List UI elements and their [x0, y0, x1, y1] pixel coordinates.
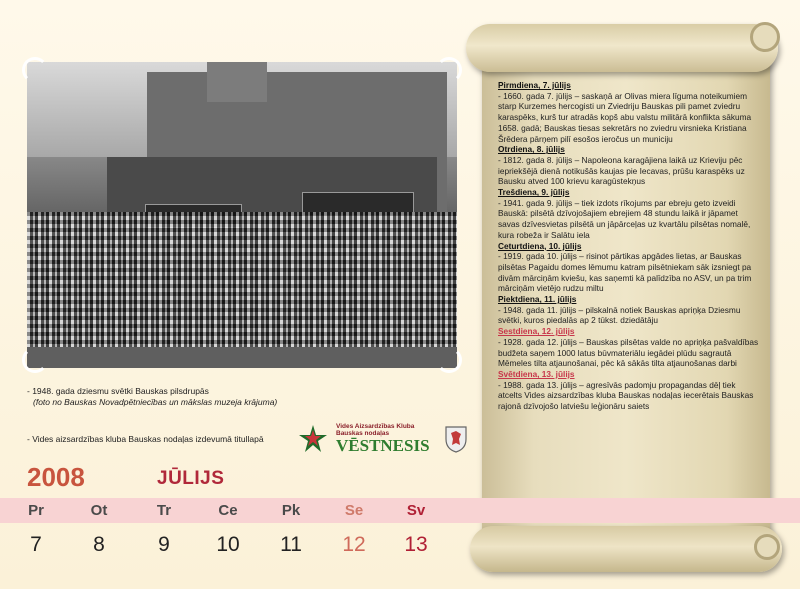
history-entry: [498, 326, 760, 369]
day-number: 7: [30, 533, 42, 556]
entry-text: - 1988. gada 13. jūlijs – agresīvās padomju propagandas dēļ tiek atcelts Vides aizsardzības kluba Bauskas nodaļas iecerētais Bauskas rajonā dzīvojošo latviešu leģionāru saiets: [498, 379, 754, 412]
day-heading: Piektdiena, 11. jūlijs: [498, 294, 577, 305]
photo-corner-ornament: [436, 57, 462, 83]
weekday-label-sunday: Sv: [406, 502, 426, 519]
history-entry: [498, 294, 760, 326]
scroll-top-roll: [466, 24, 778, 72]
weekday-label: Pr: [28, 502, 44, 519]
photo-ground: [27, 347, 457, 368]
weekday-label-saturday: Se: [344, 502, 364, 519]
photo-corner-ornament: [436, 347, 462, 373]
entry-text: - 1948. gada 11. jūlijs – pilskalnā notiek Bauskas apriņķa Dziesmu svētki, kuros piedalās ap 2 tūkst. dziedātāju: [498, 304, 741, 326]
day-number: 10: [216, 533, 240, 556]
scroll-bottom-roll: [470, 526, 782, 572]
history-entry: [498, 369, 760, 412]
day-number: 9: [158, 533, 170, 556]
photo-caption-line2: (foto no Bauskas Novadpētniecības un mākslas muzeja krājuma): [33, 397, 278, 407]
day-number-saturday: 12: [342, 533, 366, 556]
entry-text: - 1941. gada 9. jūlijs – tiek izdots rīkojums par ebreju geto izveidi Bauskā: pilsētā dzīvojošajiem ebrejiem 48 stundu laikā ir jāpamet savas dzīvesvietas pilsētā un jāpārceļas uz kvartālu pilsētas nomalē, kura robeža ir Salātu iela: [498, 197, 751, 240]
history-entry: [498, 144, 760, 187]
entry-text: - 1660. gada 7. jūlijs – saskaņā ar Olivas miera līguma noteikumiem starp Kurzemes hercogisti un Zviedriju Bauskas pili pamet zviedru karaspēks, kurš tur atradās kopš abu valstu militārā konflikta sākuma 1658. gadā; Bauskas tiesas sekretārs no zviedru virsnieka Kristiana Šrēdera pārņem pilī esošos ieročus un municiju: [498, 90, 752, 144]
weekday-label: Ot: [90, 502, 108, 519]
photo-caption: [27, 386, 277, 408]
day-heading: Sestdiena, 12. jūlijs: [498, 326, 575, 337]
day-heading: Otrdiena, 8. jūlijs: [498, 144, 565, 155]
history-entry: [498, 187, 760, 241]
history-entry: [498, 80, 760, 144]
club-star-logo-icon: [298, 424, 328, 454]
entry-text: - 1812. gada 8. jūlijs – Napoleona karagājiena laikā uz Krieviju pēc iepriekšējā dienā notikušās kaujas pie Iecavas, prūšu karaspēks uz Bausku atved 100 krievu karagūstekņus: [498, 154, 745, 187]
photo-corner-ornament: [22, 57, 48, 83]
day-heading: Trešdiena, 9. jūlijs: [498, 187, 570, 198]
day-number: 11: [280, 533, 302, 556]
scroll-curl-icon: [754, 534, 780, 560]
entry-text: - 1919. gada 10. jūlijs – risinot pārtikas apgādes lietas, ar Bauskas pilsētas Pagaidu domes lēmumu katram pilsētniekam sāk izsniegt pa divām mārciņām kviešu, kas saņemti kā palīdzība no ASV, un pa trim mārciņām vietējo rudzu miltu: [498, 251, 752, 294]
day-number: 8: [93, 533, 105, 556]
weekday-label: Tr: [156, 502, 172, 519]
vestnesis-logo-title: VĒSTNESIS: [336, 436, 430, 455]
photo-caption-line1: - 1948. gada dziesmu svētki Bauskas pilsdrupās: [27, 386, 209, 396]
photo-corner-ornament: [22, 347, 48, 373]
calendar-month: JŪLIJS: [157, 468, 225, 489]
coat-of-arms-icon: [444, 425, 468, 453]
history-scroll: [466, 14, 786, 576]
entry-text: - 1928. gada 12. jūlijs – Bauskas pilsētas valde no apriņķa pašvaldības budžeta saņem 1000 latus būvmateriālu iegādei plūdu sagrautā Mēmeles tilta atjaunošanai, pēc kā sākās tilta atjaunošanas darbi: [498, 336, 759, 369]
scroll-text: [498, 80, 760, 412]
vestnesis-logo-line1: Vides Aizsardzības Kluba: [336, 423, 415, 430]
day-heading: Ceturtdiena, 10. jūlijs: [498, 240, 582, 251]
vestnesis-logo-line2: Bauskas nodaļas: [336, 430, 390, 437]
weekday-label: Pk: [281, 502, 301, 519]
vestnesis-logo: [336, 423, 430, 455]
day-heading: Pirmdiena, 7. jūlijs: [498, 80, 571, 90]
day-heading: Svētdiena, 13. jūlijs: [498, 368, 575, 379]
calendar-year: 2008: [27, 462, 85, 492]
historical-photo: [27, 62, 457, 368]
scroll-curl-icon: [750, 22, 780, 52]
photo-crowd-shade: [27, 212, 457, 352]
photo-castle-tower: [207, 62, 267, 102]
credit-text: - Vides aizsardzības kluba Bauskas nodaļas izdevumā titullapā: [27, 434, 264, 444]
history-entry: [498, 241, 760, 295]
day-number-sunday: 13: [404, 533, 428, 556]
weekday-label: Ce: [218, 502, 238, 519]
